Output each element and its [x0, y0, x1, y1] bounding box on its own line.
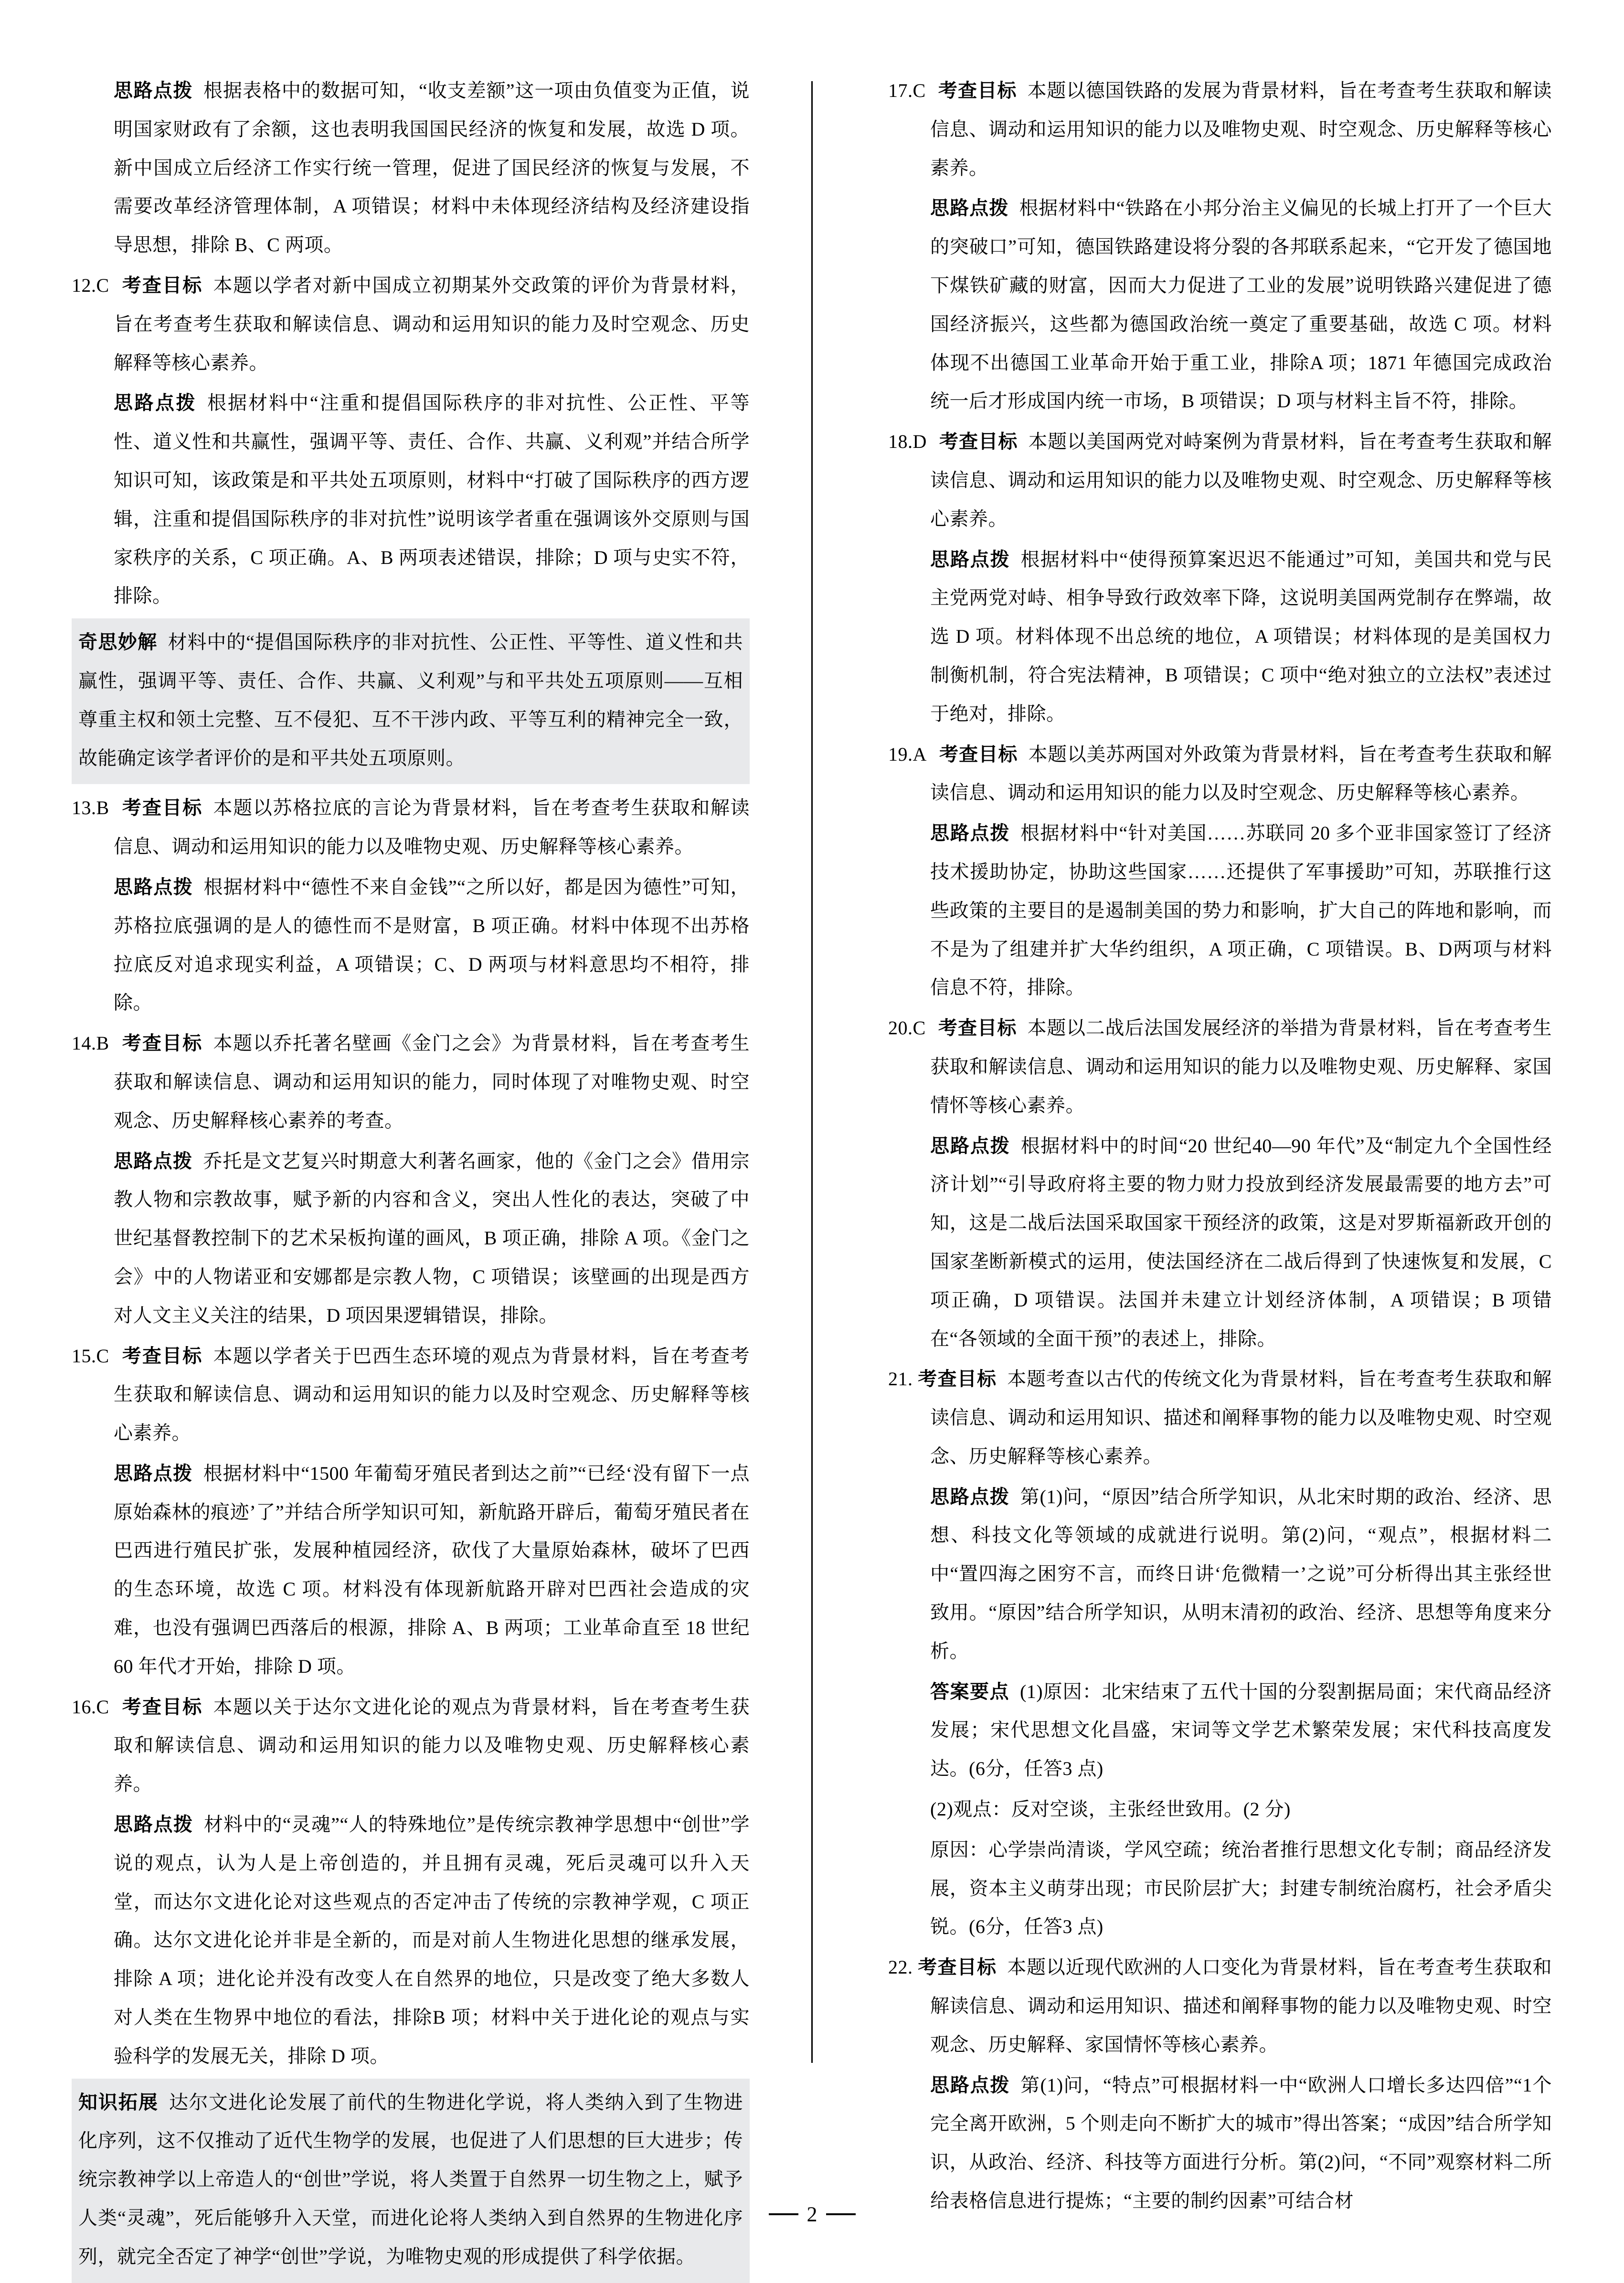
block-label: 考查目标	[121, 1345, 203, 1367]
block-label: 思路点拨	[930, 2074, 1010, 2096]
answer-block	[888, 1127, 1552, 1359]
paragraph	[72, 1455, 750, 1686]
paragraph	[888, 1831, 1552, 1946]
numbered-item	[888, 423, 1552, 538]
block-label: 考查目标	[918, 1956, 997, 1979]
answer-block	[888, 423, 1552, 538]
block-label: 思路点拨	[930, 1486, 1010, 1508]
block-text: 根据表格中的数据可知，“收支差额”这一项由负值变为正值，说明国家财政有了余额，这也表明我国国民经济的恢复和发展，故选 D 项。新中国成立后经济工作实行统一管理，促进了国民经济的恢复与发展，不需要改革经济管理体制，A 项错误；材料中未体现经济结构及经济建设指导思想，排除 B、C 两项。	[114, 80, 750, 256]
answer-block	[888, 1831, 1552, 1946]
paragraph	[888, 2066, 1552, 2220]
column-gutter	[769, 72, 855, 2149]
block-label: 考查目标	[918, 1368, 997, 1391]
block-label: 奇思妙解	[78, 631, 158, 654]
paragraph	[72, 1805, 750, 2076]
numbered-item	[72, 789, 750, 866]
question-number: 21.	[888, 1368, 913, 1390]
block-text: 乔托是文艺复兴时期意大利著名画家，他的《金门之会》借用宗教人物和宗教故事，赋予新的内容和含义，突出人性化的表达，突破了中世纪基督教控制下的艺术呆板拘谨的画风，B 项正确，排除 A 项。《金门之会》中的人物诺亚和安娜都是宗教人物，C 项错误；该壁画的出现是西方对人文主义关注的结果，D 项因果逻辑错误，排除。	[114, 1150, 750, 1326]
numbered-item	[888, 1948, 1552, 2064]
block-text: 本题以关于达尔文进化论的观点为背景材料，旨在考查考生获取和解读信息、调动和运用知识的能力以及唯物史观、历史解释核心素养。	[114, 1696, 750, 1795]
answer-block	[72, 1455, 750, 1686]
block-label: 思路点拨	[114, 1150, 193, 1172]
block-text: (1)原因：北宋结束了五代十国的分裂割据局面；宋代商品经济发展；宋代思想文化昌盛，宋词等文学艺术繁荣发展；宋代科技高度发达。(6分，任答3 点)	[930, 1680, 1552, 1780]
answer-block	[72, 2079, 750, 2283]
answer-block	[888, 1478, 1552, 1671]
block-label: 思路点拨	[930, 1135, 1010, 1157]
block-text: 根据材料中“1500 年葡萄牙殖民者到达之前”“已经‘没有留下一点原始森林的痕迹’了”并结合所学知识可知，新航路开辟后，葡萄牙殖民者在巴西进行殖民扩张，发展种植园经济，砍伐了大量原始森林，破坏了巴西的生态环境，故选 C 项。材料没有体现新航路开辟对巴西社会造成的灾难，也没有强调巴西落后的根源，排除 A、B 两项；工业革命直至 18 世纪 60 年代才开始，排除 D 项。	[114, 1462, 750, 1677]
block-label: 思路点拨	[114, 80, 193, 102]
question-number: 18.	[888, 431, 913, 453]
answer-block	[888, 72, 1552, 187]
numbered-item	[72, 1024, 750, 1140]
block-text: 本题考查以古代的传统文化为背景材料，旨在考查考生获取和解读信息、调动和运用知识、描述和阐释事物的能力以及唯物史观、时空观念、历史解释等核心素养。	[930, 1368, 1552, 1467]
block-label: 思路点拨	[930, 822, 1010, 845]
answer-letter: A	[913, 743, 927, 765]
block-text: 根据材料中“铁路在小邦分治主义偏见的长城上打开了一个巨大的突破口”可知，德国铁路建设将分裂的各邦联系起来，“它开发了德国地下煤铁矿藏的财富，因而大力促进了工业的发展”说明铁路兴建促进了德国经济振兴，这些都为德国政治统一奠定了重要基础，故选 C 项。材料体现不出德国工业革命开始于重工业，排除A 项；1871 年德国完成政治统一后才形成国内统一市场，B 项错误；D 项与材料主旨不符，排除。	[930, 197, 1552, 412]
answer-block	[72, 789, 750, 866]
block-label: 考查目标	[938, 80, 1017, 102]
paragraph	[888, 1673, 1552, 1788]
block-label: 思路点拨	[114, 876, 193, 898]
footer-dash-left	[769, 2213, 798, 2215]
numbered-item	[72, 266, 750, 382]
numbered-item	[888, 1009, 1552, 1125]
block-text: 第(1)问，“原因”结合所学知识，从北宋时期的政治、经济、思想、科技文化等领域的成就进行说明。第(2)问，“观点”，根据材料二中“置四海之困穷不言，而终日讲‘危微精一’之说”可分析得出其主张经世致用。“原因”结合所学知识，从明末清初的政治、经济、思想等角度来分析。	[930, 1486, 1552, 1662]
numbered-item	[888, 735, 1552, 813]
question-number: 19.	[888, 743, 913, 765]
block-label: 考查目标	[939, 431, 1018, 453]
highlight-box	[72, 618, 750, 784]
answer-block	[72, 1337, 750, 1453]
paragraph	[72, 1142, 750, 1335]
answer-letter: B	[96, 797, 109, 819]
block-label: 思路点拨	[114, 1814, 193, 1836]
paragraph	[888, 541, 1552, 733]
block-label: 答案要点	[930, 1680, 1009, 1703]
answer-block	[72, 1805, 750, 2076]
block-text: (2)观点：反对空谈，主张经世致用。(2 分)	[930, 1798, 1291, 1820]
question-number: 14.	[72, 1032, 96, 1054]
answer-block	[72, 618, 750, 784]
answer-block	[888, 2066, 1552, 2220]
paragraph	[72, 868, 750, 1022]
numbered-item	[888, 1360, 1552, 1476]
answer-letter: C	[913, 80, 926, 101]
answer-letter: C	[96, 1696, 109, 1718]
block-text: 本题以二战后法国发展经济的举措为背景材料，旨在考查考生获取和解读信息、调动和运用知识的能力以及唯物史观、历史解释、家国情怀等核心素养。	[930, 1017, 1552, 1116]
block-label: 考查目标	[121, 797, 203, 819]
page-number: 2	[807, 2202, 817, 2226]
answer-block	[72, 868, 750, 1022]
numbered-item	[72, 1688, 750, 1804]
block-text: 本题以苏格拉底的言论为背景材料，旨在考查考生获取和解读信息、调动和运用知识的能力以及唯物史观、历史解释等核心素养。	[114, 797, 750, 858]
question-number: 15.	[72, 1345, 96, 1367]
block-text: 第(1)问，“特点”可根据材料一中“欧洲人口增长多达四倍”“1个完全离开欧洲，5 个则走向不断扩大的城市”得出答案；“成因”结合所学知识，从政治、经济、科技等方面进行分析。第(2)问，“不同”观察材料二所给表格信息进行提炼；“主要的制约因素”可结合材	[930, 2074, 1552, 2212]
paragraph	[78, 2083, 743, 2276]
block-label: 思路点拨	[930, 197, 1009, 220]
two-column-layout	[72, 72, 1552, 2267]
question-number: 16.	[72, 1696, 96, 1718]
answer-block	[888, 541, 1552, 733]
block-text: 本题以学者关于巴西生态环境的观点为背景材料，旨在考查考生获取和解读信息、调动和运用知识的能力以及时空观念、历史解释等核心素养。	[114, 1345, 750, 1444]
block-label: 思路点拨	[114, 1462, 193, 1485]
block-label: 考查目标	[938, 1017, 1017, 1040]
answer-block	[888, 1360, 1552, 1476]
block-label: 考查目标	[121, 274, 203, 297]
block-text: 本题以学者对新中国成立初期某外交政策的评价为背景材料，旨在考查考生获取和解读信息、调动和运用知识的能力及时空观念、历史解释等核心素养。	[114, 274, 750, 373]
answer-letter: C	[913, 1017, 926, 1039]
block-text: 根据材料中“使得预算案迟迟不能通过”可知，美国共和党与民主党两党对峙、相争导致行政效率下降，这说明美国两党制存在弊端，故选 D 项。材料体现不出总统的地位，A 项错误；材料体现的是美国权力制衡机制，符合宪法精神，B 项错误；C 项中“绝对独立的立法权”表述过于绝对，排除。	[930, 548, 1552, 724]
question-number: 17.	[888, 80, 913, 101]
answer-letter: C	[96, 274, 109, 296]
question-number: 13.	[72, 797, 96, 819]
block-text: 材料中的“提倡国际秩序的非对抗性、公正性、平等性、道义性和共赢性，强调平等、责任、合作、共赢、义利观”与和平共处五项原则——互相尊重主权和领土完整、互不侵犯、互不干涉内政、平等互利的精神完全一致，故能确定该学者评价的是和平共处五项原则。	[78, 631, 743, 769]
highlight-box	[72, 2079, 750, 2283]
paragraph	[888, 1478, 1552, 1671]
answer-block	[72, 72, 750, 265]
block-text: 本题以美苏两国对外政策为背景材料，旨在考查考生获取和解读信息、调动和运用知识的能力以及时空观念、历史解释等核心素养。	[930, 743, 1552, 804]
answer-letter: B	[96, 1032, 109, 1054]
question-number: 20.	[888, 1017, 913, 1039]
answer-block	[888, 814, 1552, 1007]
paragraph	[888, 814, 1552, 1007]
block-label: 思路点拨	[114, 392, 197, 414]
paragraph	[72, 384, 750, 616]
question-number: 22.	[888, 1956, 913, 1978]
page-footer	[0, 2200, 1624, 2226]
block-label: 考查目标	[121, 1032, 203, 1055]
block-text: 根据材料中的时间“20 世纪40—90 年代”及“制定九个全国性经济计划”“引导政府将主要的物力财力投放到经济发展最需要的地方去”可知，这是二战后法国采取国家干预经济的政策，这是对罗斯福新政开创的国家垄断新模式的运用，使法国经济在二战后得到了快速恢复和发展，C 项正确，D 项错误。法国并未建立计划经济体制，A 项错误；B 项错在“各领域的全面干预”的表述上，排除。	[930, 1135, 1552, 1349]
block-text: 本题以美国两党对峙案例为背景材料，旨在考查考生获取和解读信息、调动和运用知识的能力以及唯物史观、时空观念、历史解释等核心素养。	[930, 431, 1552, 530]
answer-block	[888, 1009, 1552, 1125]
block-label: 考查目标	[939, 743, 1018, 765]
answer-block	[888, 1948, 1552, 2064]
block-text: 本题以乔托著名壁画《金门之会》为背景材料，旨在考查考生获取和解读信息、调动和运用知识的能力，同时体现了对唯物史观、时空观念、历史解释核心素养的考查。	[114, 1032, 750, 1131]
answer-block	[72, 1142, 750, 1335]
numbered-item	[72, 1337, 750, 1453]
block-label: 知识拓展	[78, 2091, 159, 2113]
answer-block	[72, 1024, 750, 1140]
answer-block	[72, 384, 750, 616]
block-label: 思路点拨	[930, 548, 1010, 571]
answer-block	[888, 189, 1552, 421]
left-column	[72, 72, 769, 2267]
numbered-item	[888, 72, 1552, 187]
answer-letter: D	[913, 431, 927, 453]
paragraph	[888, 1790, 1552, 1829]
answer-block	[888, 1790, 1552, 1829]
paragraph	[888, 189, 1552, 421]
block-text: 达尔文进化论发展了前代的生物进化学说，将人类纳入到了生物进化序列，这不仅推动了近代生物学的发展，也促进了人们思想的巨大进步；传统宗教神学以上帝造人的“创世”学说，将人类置于自然界一切生物之上，赋予人类“灵魂”，死后能够升入天堂，而进化论将人类纳入到自然界的生物进化序列，就完全否定了神学“创世”学说，为唯物史观的形成提供了科学依据。	[78, 2091, 743, 2267]
answer-block	[72, 266, 750, 382]
block-label: 考查目标	[121, 1696, 203, 1718]
answer-block	[72, 1688, 750, 1804]
block-text: 原因：心学崇尚清谈，学风空疏；统治者推行思想文化专制；商品经济发展，资本主义萌芽出现；市民阶层扩大；封建专制统治腐朽，社会矛盾尖锐。(6分，任答3 点)	[930, 1838, 1552, 1938]
block-text: 本题以德国铁路的发展为背景材料，旨在考查考生获取和解读信息、调动和运用知识的能力以及唯物史观、时空观念、历史解释等核心素养。	[930, 80, 1552, 179]
answer-block	[888, 735, 1552, 813]
question-number: 12.	[72, 274, 96, 296]
paragraph	[72, 72, 750, 265]
right-column	[855, 72, 1552, 2212]
block-text: 材料中的“灵魂”“人的特殊地位”是传统宗教神学思想中“创世”学说的观点，认为人是上帝创造的，并且拥有灵魂，死后灵魂可以升入天堂，而达尔文进化论对这些观点的否定冲击了传统的宗教神学观，C 项正确。达尔文进化论并非是全新的，而是对前人生物进化思想的继承发展，排除 A 项；进化论并没有改变人在自然界的地位，只是改变了绝大多数人对人类在生物界中地位的看法，排除B 项；材料中关于进化论的观点与实验科学的发展无关，排除 D 项。	[114, 1814, 750, 2067]
paragraph	[888, 1127, 1552, 1359]
block-text: 根据材料中“针对美国……苏联同 20 多个亚非国家签订了经济技术援助协定，协助这些国家……还提供了军事援助”可知，苏联推行这些政策的主要目的是遏制美国的势力和影响，扩大自己的阵地和影响，而不是为了组建并扩大华约组织，A 项正确，C 项错误。B、D两项与材料信息不符，排除。	[930, 822, 1552, 998]
block-text: 本题以近现代欧洲的人口变化为背景材料，旨在考查考生获取和解读信息、调动和运用知识、描述和阐释事物的能力以及唯物史观、时空观念、历史解释、家国情怀等核心素养。	[930, 1956, 1552, 2055]
answer-block	[888, 1673, 1552, 1788]
footer-dash-right	[826, 2213, 856, 2215]
block-text: 根据材料中“注重和提倡国际秩序的非对抗性、公正性、平等性、道义性和共赢性，强调平等、责任、合作、共赢、义利观”并结合所学知识可知，该政策是和平共处五项原则，材料中“打破了国际秩序的西方逻辑，注重和提倡国际秩序的非对抗性”说明该学者重在强调该外交原则与国家秩序的关系，C 项正确。A、B 两项表述错误，排除；D 项与史实不符，排除。	[114, 392, 750, 607]
block-text: 根据材料中“德性不来自金钱”“之所以好，都是因为德性”可知，苏格拉底强调的是人的德性而不是财富，B 项正确。材料中体现不出苏格拉底反对追求现实利益，A 项错误；C、D 两项与材料意思均不相符，排除。	[114, 876, 750, 1014]
answer-letter: C	[96, 1345, 109, 1367]
paragraph	[78, 623, 743, 777]
vertical-divider	[811, 81, 813, 2063]
